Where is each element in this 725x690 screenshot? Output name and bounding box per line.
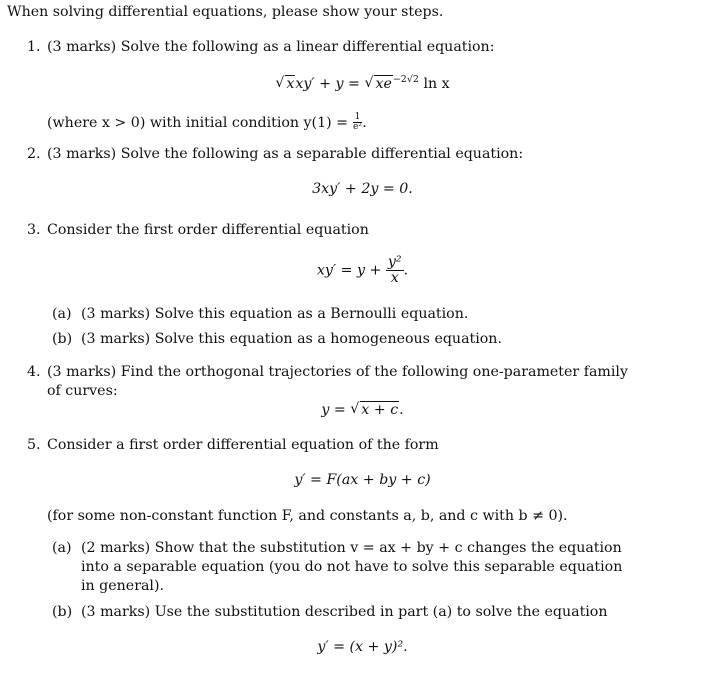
q1-eq-ln: ln x bbox=[423, 76, 450, 92]
q5b-line1: (3 marks) Use the substitution described in part (a) to solve the equation bbox=[81, 604, 608, 620]
q2-number: 2. bbox=[27, 146, 41, 162]
q3-text: Consider the first order differential equation bbox=[47, 222, 369, 238]
q4-number: 4. bbox=[27, 364, 41, 380]
q1-text: (3 marks) Solve the following as a linear differential equation: bbox=[47, 39, 495, 55]
q2-text: (3 marks) Solve the following as a separable differential equation: bbox=[47, 146, 524, 162]
q1-eq-lhs: xy′ + y = bbox=[295, 76, 365, 92]
q5a-line2: into a separable equation (you do not have to solve this separable equation bbox=[81, 559, 623, 575]
q3a-label: (a) bbox=[52, 306, 72, 322]
q4-equation: y = √ x + c. bbox=[0, 403, 725, 417]
q5-equation: y′ = F(ax + by + c) bbox=[294, 472, 431, 488]
q1-condition-fraction: $\frac{1}{\text{e²}}$ bbox=[352, 112, 362, 133]
q5-text: Consider a first order differential equation of the form bbox=[47, 437, 439, 453]
q4-text-line2: of curves: bbox=[47, 383, 118, 399]
q5b-equation: y′ = (x + y)². bbox=[317, 639, 408, 655]
q1-equation bbox=[0, 74, 725, 92]
q1-number: 1. bbox=[27, 39, 41, 55]
q5-note: (for some non-constant function F, and constants a, b, and c with b ≠ 0). bbox=[47, 508, 568, 524]
q3a-text: (3 marks) Solve this equation as a Bernoulli equation. bbox=[81, 306, 469, 322]
q2-equation: 3xy′ + 2y = 0. bbox=[312, 181, 413, 197]
q3b-text: (3 marks) Solve this equation as a homogeneous equation. bbox=[81, 331, 502, 347]
q5a-line1: (2 marks) Show that the substitution v = ax + by + c changes the equation bbox=[81, 540, 622, 556]
q3-equation: xy′ = y + $\frac{\text{y²}}{x}$ . bbox=[316, 254, 409, 286]
q4-eq-radical: √ x + c bbox=[350, 403, 399, 417]
q5a-line3: in general). bbox=[81, 578, 165, 594]
q1-condition: (where x > 0) with initial condition y(1) = $\frac{1}{\text{e²}}$ . bbox=[47, 112, 367, 133]
q1-eq-radical-right: √ xe bbox=[364, 77, 392, 91]
q5b-label: (b) bbox=[52, 604, 73, 620]
q5-number: 5. bbox=[27, 437, 41, 453]
q3-eq-fraction: $\frac{\text{y²}}{x}$ bbox=[387, 254, 402, 286]
q5a-label: (a) bbox=[52, 540, 72, 556]
q4-text-line1: (3 marks) Find the orthogonal trajectories of the following one-parameter family bbox=[47, 364, 628, 380]
q1-eq-radical-left: √ x bbox=[275, 77, 295, 91]
intro-text: When solving differential equations, please show your steps. bbox=[7, 4, 444, 20]
q3b-label: (b) bbox=[52, 331, 73, 347]
q1-eq-exponent: −2√2 bbox=[392, 74, 419, 85]
q3-number: 3. bbox=[27, 222, 41, 238]
